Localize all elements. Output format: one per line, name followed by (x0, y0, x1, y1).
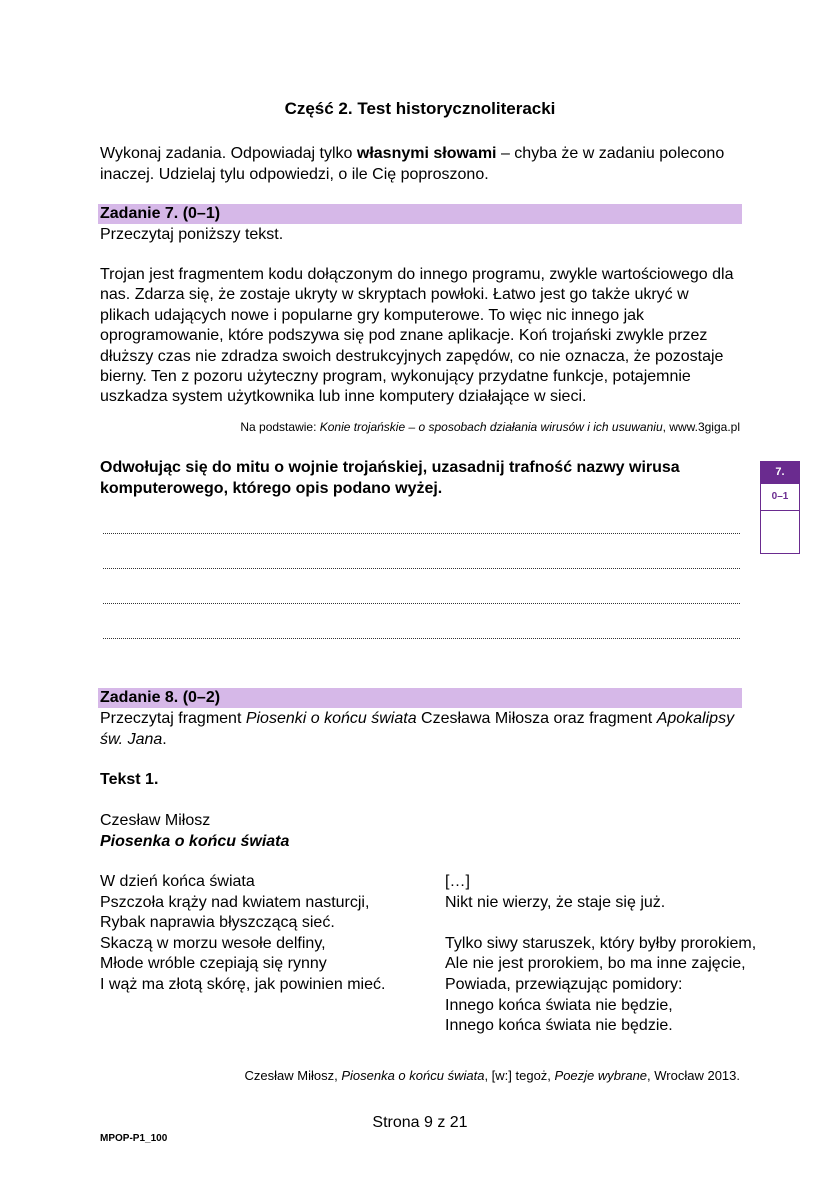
poem-line: Skaczą w morzu wesołe delfiny, (100, 934, 326, 952)
poem-right-column (445, 872, 756, 1037)
page-number: Strona 9 z 21 (372, 1114, 468, 1131)
poem-line: […] (445, 873, 470, 890)
task8-source: Czesław Miłosz, Piosenka o końcu świata, [w:] tegoż, Poezje wybrane, Wrocław 2013. (244, 1068, 740, 1083)
task7-instruction: Przeczytaj poniższy tekst. (100, 226, 284, 243)
task7-text: Trojan jest fragmentem kodu dołączonym do innego programu, zwykle wartościowego dla nas. Zdarza się, że zostaje ukryty w skryptach powłoki. Łatwo jest go także ukryć w plikach udających nowe i popularne gry komputerowe. To więc nic innego jak oprogramowanie, które podszywa się pod znane aplikacje. Koń trojański zwykle przez dłuższy czas nie zdradza swoich destrukcyjnych zapędów, co nie oznacza, że pozostaje bierny. Ten z pozoru użyteczny program, wykonujący przydatne funkcje, potajemnie uszkadza system użytkownika lub inne komputery działające w sieci. (100, 266, 734, 406)
task7-header: Zadanie 7. (0–1) (98, 204, 742, 224)
answer-line[interactable] (103, 532, 740, 534)
task8-header: Zadanie 8. (0–2) (98, 688, 742, 708)
exam-code: MPOP-P1_100 (100, 1133, 168, 1144)
poem-line: W dzień końca świata (100, 873, 255, 890)
answer-line[interactable] (103, 567, 740, 569)
poem-line: Pszczoła krąży nad kwiatem nasturcji, (100, 893, 370, 911)
poem-left-column (100, 872, 385, 996)
intro-text: Wykonaj zadania. Odpowiadaj tylko własnymi słowami – chyba że w zadaniu polecono inaczej. Udzielaj tylu odpowiedzi, o ile Cię poproszono. (100, 145, 725, 183)
score-range: 0–1 (761, 484, 799, 511)
poem-line: Tylko siwy staruszek, który byłby prorokiem, (445, 934, 757, 952)
page-title: Część 2. Test historycznoliteracki (284, 99, 556, 118)
poem-line: Młode wróble czepiają się rynny (100, 955, 327, 973)
task8-instruction: Przeczytaj fragment Piosenki o końcu świata Czesława Miłosza oraz fragment Apokalipsy św. Jana. (100, 710, 735, 748)
poem-line: Rybak naprawia błyszczącą sieć. (100, 914, 335, 932)
score-task-number: 7. (761, 462, 799, 484)
poem-line: Powiada, przewiązując pomidory: (445, 975, 683, 993)
poem-title: Piosenka o końcu świata (100, 833, 290, 850)
task7-source: Na podstawie: Konie trojańskie – o sposobach działania wirusów i ich usuwaniu, www.3giga.pl (240, 420, 740, 434)
score-box (760, 461, 800, 554)
text-label: Tekst 1. (100, 771, 159, 788)
poem-line: Innego końca świata nie będzie. (445, 1017, 673, 1035)
task7-question: Odwołując się do mitu o wojnie trojańskiej, uzasadnij trafność nazwy wirusa komputerowego, którego opis podano wyżej. (100, 459, 680, 497)
poem-author: Czesław Miłosz (100, 812, 211, 829)
poem-line (445, 913, 756, 934)
poem-line: I wąż ma złotą skórę, jak powinien mieć. (100, 975, 386, 993)
answer-line[interactable] (103, 637, 740, 639)
poem-line: Ale nie jest prorokiem, bo ma inne zajęcie, (445, 955, 746, 973)
answer-line[interactable] (103, 602, 740, 604)
poem-line: Nikt nie wierzy, że staje się już. (445, 893, 666, 911)
poem-line: Innego końca świata nie będzie, (445, 996, 673, 1014)
score-entry-field[interactable] (761, 511, 799, 553)
